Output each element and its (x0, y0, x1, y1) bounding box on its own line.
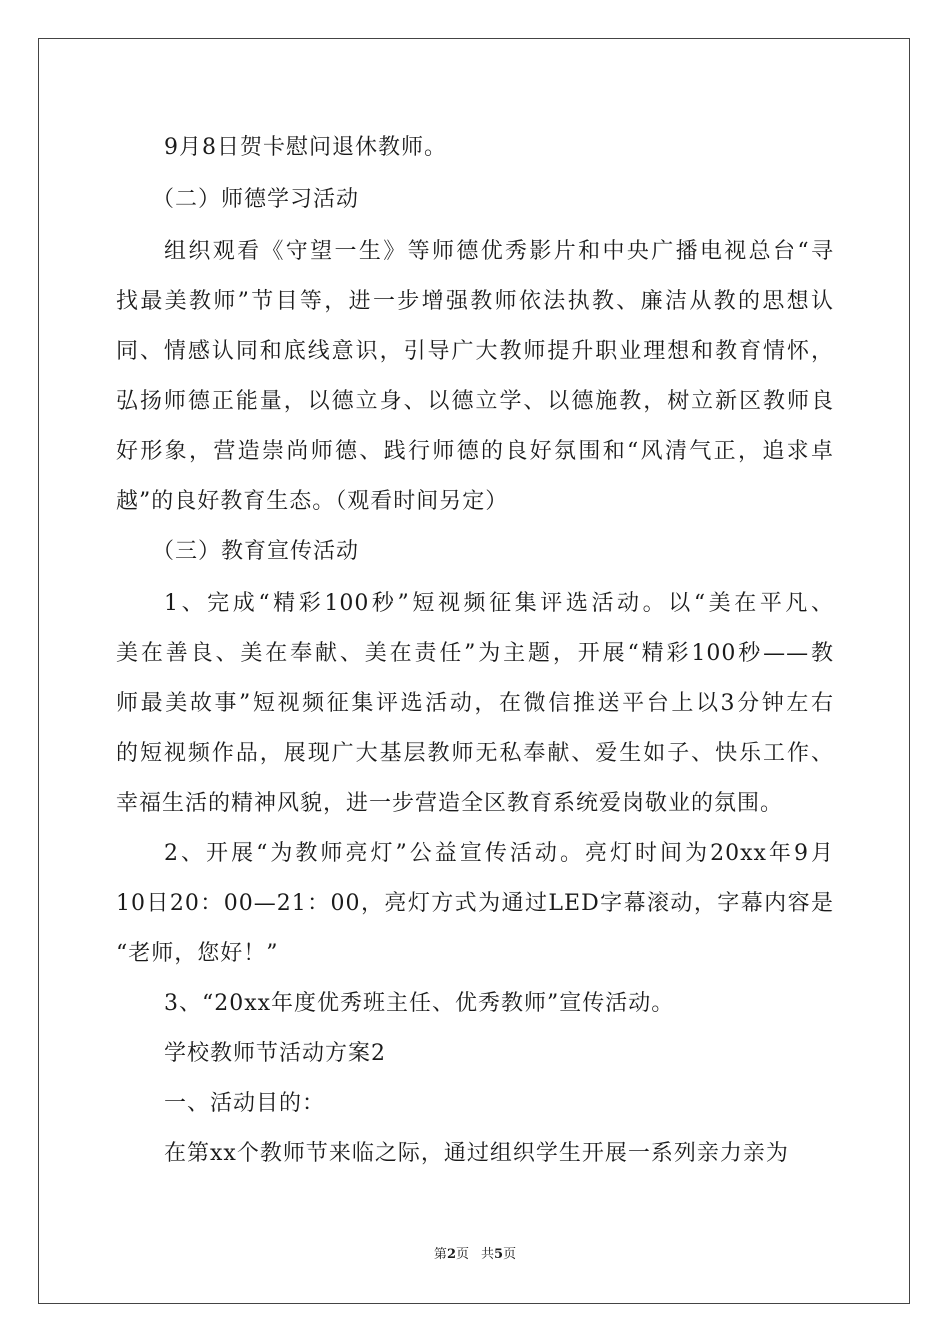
paragraph-line: 弘扬师德正能量，以德立身、以德立学、以德施教，树立新区教师良 (116, 389, 834, 414)
page-footer (0, 1246, 950, 1264)
paragraph-line: 1、完成“精彩100秒”短视频征集评选活动。以“美在平凡、 (164, 591, 834, 616)
paragraph-line: 幸福生活的精神风貌，进一步营造全区教育系统爱岗敬业的氛围。 (116, 791, 784, 816)
paragraph-line: 的短视频作品，展现广大基层教师无私奉献、爱生如子、快乐工作、 (116, 741, 834, 766)
paragraph-line: 10日20：00—21：00，亮灯方式为通过LED字幕滚动，字幕内容是 (116, 891, 834, 916)
section-heading: 一、活动目的： (164, 1091, 326, 1116)
paragraph-line: 组织观看《守望一生》等师德优秀影片和中央广播电视总台“寻 (164, 239, 834, 264)
page-number: 2 (446, 1247, 456, 1262)
section-heading: （二）师德学习活动 (152, 187, 360, 212)
page-suffix: 页 (455, 1247, 469, 1262)
total-prefix: 共 (481, 1247, 495, 1262)
paragraph-line: “老师，您好！” (116, 941, 279, 966)
page-prefix: 第 (433, 1247, 447, 1262)
total-pages: 5 (494, 1247, 504, 1262)
paragraph-line: 9月8日贺卡慰问退休教师。 (164, 135, 447, 160)
paragraph-line: 3、“20xx年度优秀班主任、优秀教师”宣传活动。 (164, 991, 675, 1016)
paragraph-line: 在第xx个教师节来临之际，通过组织学生开展一系列亲力亲为 (164, 1141, 789, 1166)
paragraph-line: 2、开展“为教师亮灯”公益宣传活动。亮灯时间为20xx年9月 (164, 841, 834, 866)
paragraph-line: 越”的良好教育生态。（观看时间另定） (116, 489, 509, 514)
paragraph-line: 同、情感认同和底线意识，引导广大教师提升职业理想和教育情怀， (116, 339, 834, 364)
section-heading: （三）教育宣传活动 (152, 539, 360, 564)
section-heading: 学校教师节活动方案2 (164, 1041, 386, 1066)
paragraph-line: 师最美故事”短视频征集评选活动，在微信推送平台上以3分钟左右 (116, 691, 834, 716)
paragraph-line: 好形象，营造崇尚师德、践行师德的良好氛围和“风清气正，追求卓 (116, 439, 834, 464)
paragraph-line: 找最美教师”节目等，进一步增强教师依法执教、廉洁从教的思想认 (116, 289, 834, 314)
paragraph-line: 美在善良、美在奉献、美在责任”为主题，开展“精彩100秒——教 (116, 641, 834, 666)
total-suffix: 页 (503, 1247, 517, 1262)
